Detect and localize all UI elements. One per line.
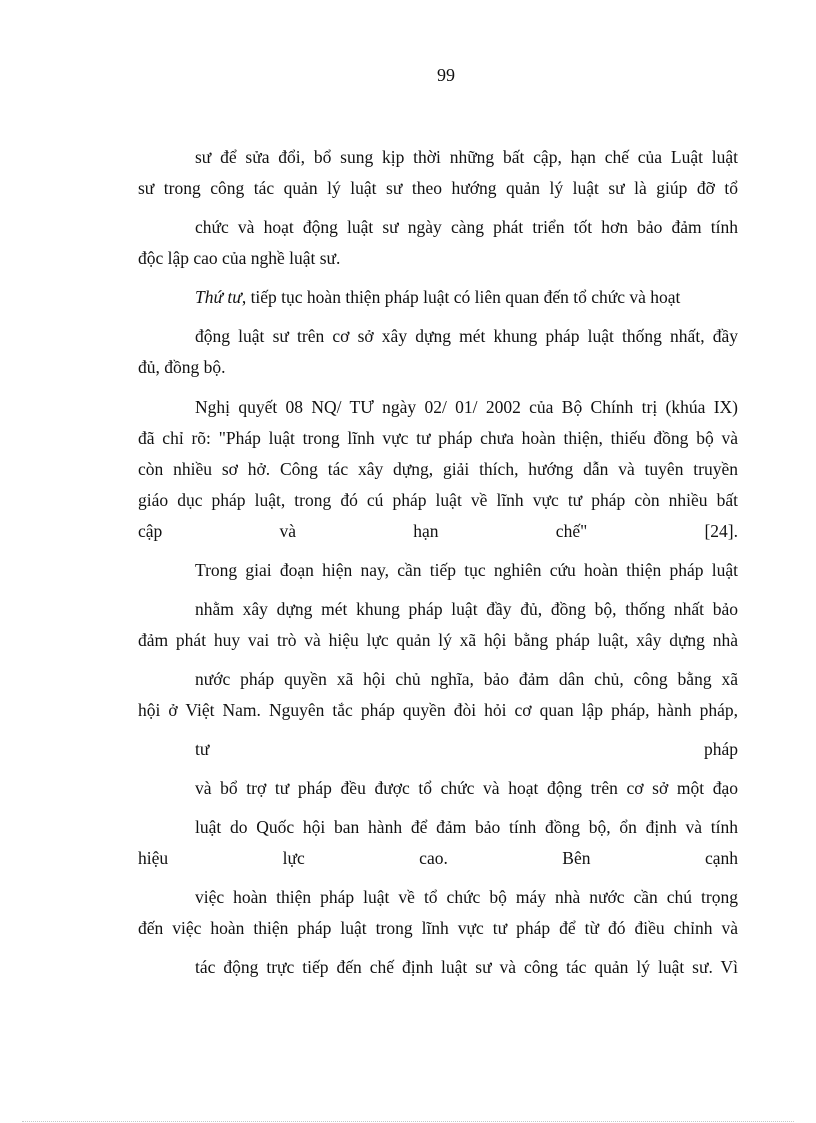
text-line-7: đủ, đồng bộ. [138,357,226,377]
text-line-16: nước pháp quyền xã hội chủ nghĩa, bảo đảm dân chủ, công bằng xã [195,669,738,689]
text-line-21: hiệu lực cao. Bên cạnh [138,848,738,868]
page-bottom-rule [22,1121,794,1122]
text-line-2: sư trong công tác quản lý luật sư theo hướng quản lý luật sư là giúp đỡ tổ [138,178,738,198]
text-line-15: đảm phát huy vai trò và hiệu lực quản lý xã hội bằng pháp luật, xây dựng nhà [138,630,738,650]
text-line-18: tư pháp [195,739,738,759]
text-line-3: chức và hoạt động luật sư ngày càng phát triển tốt hơn bảo đảm tính [195,217,738,237]
text-line-1: sư để sửa đổi, bổ sung kịp thời những bất cập, hạn chế của Luật luật [195,147,738,167]
text-line-12: cập và hạn chế" [24]. [138,521,738,541]
text-line-9: đã chỉ rõ: "Pháp luật trong lĩnh vực tư pháp chưa hoàn thiện, thiếu đồng bộ và [138,428,738,448]
text-line-5-rest: tiếp tục hoàn thiện pháp luật có liên quan đến tổ chức và hoạt [250,287,681,307]
text-line-20: luật do Quốc hội ban hành để đảm bảo tính đồng bộ, ổn định và tính [195,817,738,837]
text-line-11: giáo dục pháp luật, trong đó cú pháp luật về lĩnh vực tư pháp còn nhiều bất [138,490,738,510]
text-line-22: việc hoàn thiện pháp luật về tổ chức bộ máy nhà nước cần chú trọng [195,887,738,907]
text-line-8: Nghị quyết 08 NQ/ TƯ ngày 02/ 01/ 2002 của Bộ Chính trị (khúa IX) [195,397,738,417]
text-line-6: động luật sư trên cơ sở xây dựng mét khung pháp luật thống nhất, đầy [195,326,738,346]
text-line-14: nhằm xây dựng mét khung pháp luật đầy đủ, đồng bộ, thống nhất bảo [195,599,738,619]
text-line-19: và bổ trợ tư pháp đều được tổ chức và hoạt động trên cơ sở một đạo [195,778,738,798]
italic-lead: Thứ tư [195,287,242,307]
text-line-17: hội ở Việt Nam. Nguyên tắc pháp quyền đòi hỏi cơ quan lập pháp, hành pháp, [138,700,738,720]
text-line-13: Trong giai đoạn hiện nay, cần tiếp tục nghiên cứu hoàn thiện pháp luật [195,560,738,580]
text-line-5: Thứ tư, tiếp tục hoàn thiện pháp luật có liên quan đến tổ chức và hoạt [195,287,681,307]
text-line-4: độc lập cao của nghề luật sư. [138,248,341,268]
page-number: 99 [437,65,455,85]
text-line-23: đến việc hoàn thiện pháp luật trong lĩnh vực tư pháp để từ đó điều chỉnh và [138,918,738,938]
text-line-24: tác động trực tiếp đến chế định luật sư và công tác quản lý luật sư. Vì [195,957,738,977]
text-line-10: còn nhiều sơ hở. Công tác xây dựng, giải thích, hướng dẫn và tuyên truyền [138,459,738,479]
